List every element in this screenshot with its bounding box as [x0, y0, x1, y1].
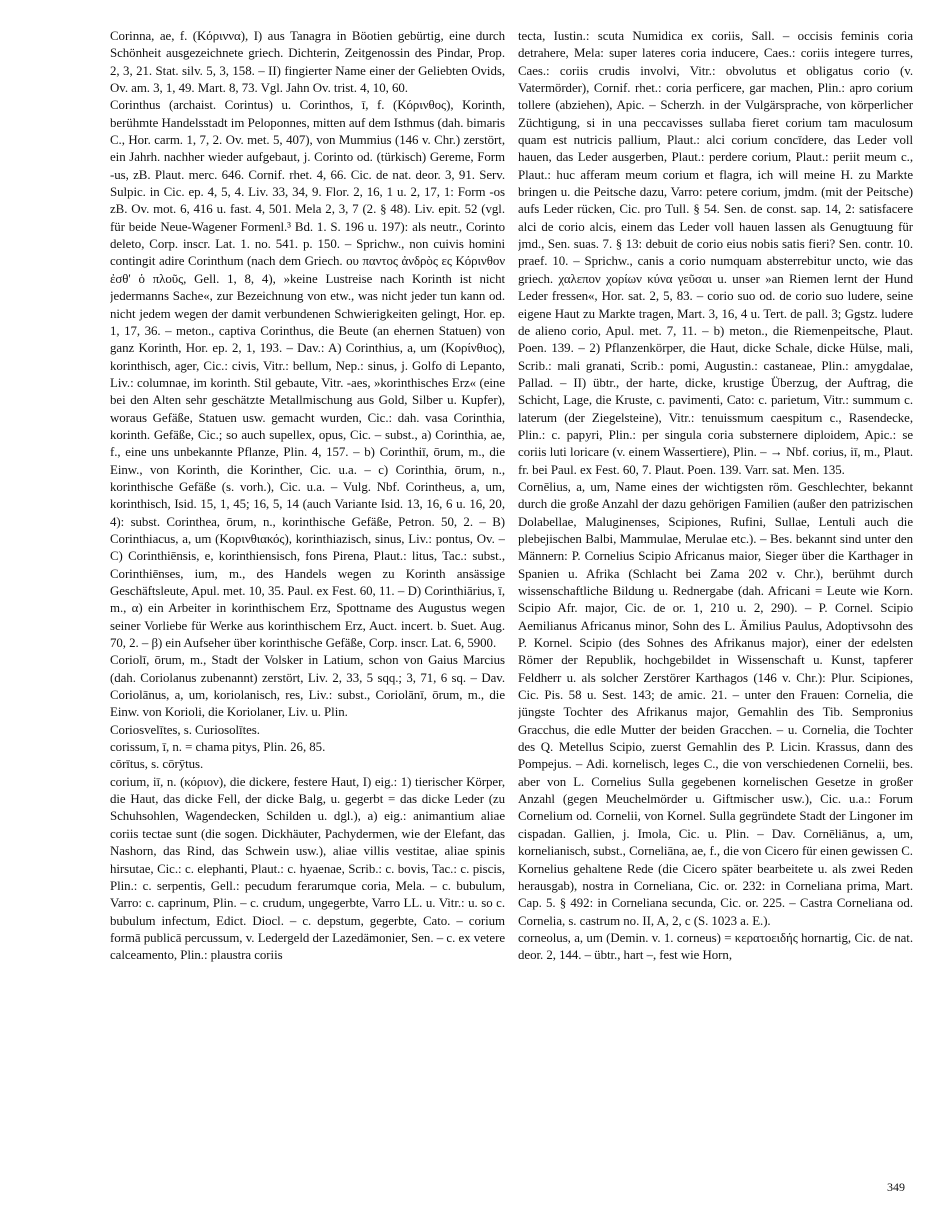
- entry-coriosvelites: Coriosvelītes, s. Curiosolītes.: [110, 722, 260, 737]
- entry-corioli: Coriolī, ōrum, m., Stadt der Volsker in Latium, schon von Gaius Marcius (dah. Coriolanus zubenannt) zerstört, Liv. 2, 33, 5 sqq.; 3, 71, 6 sq. – Dav. Coriolānus, a, um, koriolanisch, res, Liv.: subst., Coriolānī, ōrum, m., die Einw. von Korioli, die Koriolaner, Liv. u. Plin.: [110, 653, 505, 720]
- entry-coritus: cōrītus, s. cōrȳtus.: [110, 757, 204, 772]
- entry-cornelius: Cornēlius, a, um, Name eines der wichtigsten röm. Geschlechter, bekannt durch die große Anzahl der dazu gehörigen Familien (außer den patrizischen Dolabellae, Maluginenses, Scipiones, Rufini, Sullae, Lentuli auch die plebejischen Balbi, Mammulae, Merulae etc.). – Bes. bekannt sind unter den Männern: P. Cornelius Scipio Africanus maior, Sieger über die Karthager in Spanien u. Afrika (Schlacht bei Zama 202 v. Chr.), berühmt durch wissenschaftliche Bildung u. Rednergabe (dah. Africani = Leute wie Korn. Scipio Afr. major, Cic. de or. 1, 210 u. 2, 290). – P. Cornel. Scipio Aemilianus Africanus minor, Sohn des L. Ämilius Paulus, Adoptivsohn des P. Kornel. Scipio (des Sohnes des Afrikanus major), einer der edelsten Römer der Republik, hochgebildet in Wissenschaft u. Kunst, tapferer Feldherr u. als solcher Zerstörer Karthagos (146 v. Chr.): Plur. Scipiones, Cic. Pis. 58 u. Sest. 143; de amic. 21. – unter den Frauen: Cornelia, die jüngste Tochter des Afrikanus major, Gemahlin des Tib. Sempronius Gracchus, die edle Mutter der beiden Gracchen. – u. Cornelia, die Tochter des Q. Metellus Scipio, zuerst Gemahlin des P. Licin. Krassus, dann des Pompejus. – Adi. kornelisch, leges C., die von verschiedenen Cornelii, bes. aber von L. Cornelius Sulla gegebenen kornelischen Gesetze in großer Anzahl (gegen Meuchelmörder u. Giftmischer usw.), Cic. u.a.: Forum Cornelium od. Cornelii, von Kornel. Sulla gegründete Stadt der Lingoner im cispadan. Gallien, j. Imola, Cic. u. Plin. – Dav. Cornēliānus, a, um, kornelianisch, subst., Corneliāna, ae, f., die von Cicero für einen gewissen C. Kornelius gehaltene Rede (die Cicero später bearbeitete u. als zwei Reden herausgab), nostra in Corneliana, Cic. or. 232: in Corneliana prima, Mart. Cap. 5. § 492: in Corneliana secunda, Cic. or. 225. – Castra Corneliana od. Cornelia, s. castrum no. II, A, 2, c (S. 1023 a. E.).: [518, 479, 913, 928]
- entry-corium: corium, iī, n. (κόριον), die dickere, festere Haut, I) eig.: 1) tierischer Körper, die Haut, das dicke Fell, der dicke Balg, u. gegerbt = das dicke Leder (zu Schuhsohlen, Wagendecken, Schilden u. dgl.), a) eig.: animantium aliae coriis tectae sunt (die sogen. Dickhäuter, Pachydermen, wie der Elefant, das Nashorn, das Rind, das Schwein usw.), aliae villis vestitae, aliae spinis hirsutae, Cic.: c. elephanti, Plaut.: c. hyaenae, Scrib.: c. bovis, Tac.: c. piscis, Plin.: c. serpentis, Gell.: pecudum ferarumque coria, Mela. – c. bubulum, Varro: c. caprinum, Plin. – c. crudum, ungegerbte, Varro LL. u. Vitr.: u. so c. bubulum infectum, Edict. Diocl. – c. depstum, gegerbte, Cato. – corium formā publicā percussum, v. Ledergeld der Lazedämonier, Sen. – c. ex vetere calceamento, Plin.: plaustra coriis: [110, 774, 505, 963]
- page-number: 349: [887, 1180, 905, 1194]
- entry-corinna: Corinna, ae, f. (Κόριννα), I) aus Tanagra in Böotien gebürtig, eine durch Schönheit ausgezeichnete griech. Dichterin, Zeitgenossin des Pindar, Prop. 2, 3, 21. Stat. silv. 5, 3, 158. – II) fingierter Name einer der Geliebten Ovids, Ov. am. 3, 1, 49. Mart. 8, 73. Vgl. Jahn Ov. trist. 4, 10, 60.: [110, 29, 505, 96]
- entry-corissum: corissum, ī, n. = chama pitys, Plin. 26, 85.: [110, 740, 326, 755]
- entry-corium-continued: tecta, Iustin.: scuta Numidica ex coriis, Sall. – occisis feminis coria detrahere, Mela: super lateres coria inducere, Caes.: coriis integere turres, Caes.: coriis crudis involvi, Vitr.: obvolutus et obligatus corio (v. Vatermörder), Cornif. rhet.: coria perficere, gar machen, Plin.: apro corium tollere (abziehen), Apic. – Scherzh. in der Vulgärsprache, von körperlicher Züchtigung, si in una peccavisses sullaba fieret corium tam maculosum quam est nutricis pallium, Plaut.: alci corium concīdere, das Leder voll hauen, das Leder ausgerben, Plaut.: perdere corium, Plaut.: periit meum c., Plaut.: huc afferam meum corium et flagra, ich will meine H. zu Markte bringen u. die Peitsche dazu, Varro: petere corium, jmdm. (mit der Peitsche) aufs Leder rücken, Cic. pro Tull. § 54. Sen. de const. sap. 14, 2: satisfacere alci de corio alcis, einem das Leder voll hauen lassen als Genugtuung für jmd., Sen. suas. 7. § 13: debuit de corio eius nobis satis fieri? Sen. contr. 10. praef. 10. – Sprichw., canis a corio numquam absterrebitur uncto, wie das griech. χαλεπον χορίων κύνα γεῦσαι u. unser »an Riemen lernt der Hund Leder fressen«, Hor. sat. 2, 5, 83. – corio suo od. de corio suo ludere, seine eigene Haut zu Markte tragen, Mart. 3, 16, 4 u. Tert. de pall. 3; Ggstz. ludere de alieno corio, Apul. met. 7, 11. – b) meton., die Riemenpeitsche, Plaut. Poen. 139. – 2) Pflanzenkörper, die Haut, dicke Schale, dicke Hülse, mali, Scrib.: mali granati, Scrib.: pomi, Augustin.: castaneae, Plin.: amygdalae, Pallad. – II) übtr., der harte, dicke, krustige Überzug, der Auftrag, die Schicht, Lage, die Kruste, c. pavimenti, Cato: c. parietum, Vitr.: summum c. laterum (der Ziegelsteine), Vitr.: tenuissmum caespitum c., Rasendecke, Plin.: c. papyri, Plin.: per singula coria substernere diploidem, Apic.: se coriis luti loricare (v. einem Wassertiere), Plin. – → Nbf. corius, iī, m., Plaut. fr. bei Paul. ex Fest. 60, 7. Plaut. Poen. 139. Varr. sat. Men. 135.: [518, 29, 913, 477]
- dictionary-column-left: [110, 28, 505, 1168]
- dictionary-column-right: [518, 28, 913, 1168]
- entry-corinthus: Corinthus (archaist. Corintus) u. Corinthos, ī, f. (Κόρινθος), Korinth, berühmte Handelsstadt im Peloponnes, mitten auf dem Isthmus (dah. bimaris C., Hor. carm. 1, 7, 2. Ov. met. 5, 407), von Mummius (146 v. Chr.) zerstört, ein Jahrh. nachher wieder aufgebaut, j. Corinto od. (türkisch) Gereme, Form -us, zB. Plaut. merc. 646. Cornif. rhet. 4, 66. Cic. de nat. deor. 3, 91. Serv. Sulpic. in Cic. ep. 4, 5, 4. Liv. 33, 34, 9. Flor. 2, 16, 1 u. 2, 17, 1: Form -os zB. Ov. mot. 6, 416 u. fast. 4, 501. Mela 2, 3, 7 (2. § 48). Liv. epit. 52 (vgl. für beide Neue-Wagener Formenl.³ Bd. 1. S. 196 u. 197): als neutr., Corinto deleto, Corp. inscr. Lat. 1. no. 541. p. 150. – Sprichw., non cuivis homini contingit adire Corinthum (nach dem Griech. ου παντος ἀνδρὸς ες Κόρινθον ἐσθ' ὁ πλοῦς, Gell. 1, 8, 4), »keine Lustreise nach Korinth ist nicht jedermanns Sache«, zur Bezeichnung von etw., was nicht jeder tun kann od. nicht jedem wegen der damit verbundenen Schwierigkeiten gelingt, Hor. ep. 1, 17, 36. – meton., captiva Corinthus, die Beute (an ehernen Statuen) von ganz Korinth, Hor. ep. 2, 1, 193. – Dav.: A) Corinthius, a, um (Κορίνθιος), korinthisch, ager, Cic.: civis, Vitr.: bellum, Nep.: sinus, j. Golfo di Lepanto, Liv.: columnae, im korinth. Stil gebaute, Vitr. -aes, »korinthisches Erz« (eine bei den Alten sehr geschätzte Metallmischung aus Gold, Silber u. Kupfer), woraus Gefäße, Statuen usw. gemacht wurden, Cic.: dah. vasa Corinthia, korinth. Gefäße, Cic.; so auch supellex, opus, Cic. – subst., a) Corinthia, ae, f., eine uns unbekannte Pflanze, Plin. 4, 157. – b) Corinthiī, ōrum, m., die Einw., von Korinth, die Korinther, Cic. u.a. – c) Corinthia, ōrum, n., korinthische Gefäße (s. vorh.), Cic. u.a. – Vulg. Nbf. Corintheus, a, um, korinthisch, Isid. 15, 1, 45; 16, 5, 14 (auch Variante Isid. 13, 16, 6 u. 16, 20, 4): subst. Corinthea, ōrum, n., korinthische Gefäße, Petron. 50, 2. – B) Corinthiacus, a, um (Κορινθιακός), korinthiazisch, sinus, Liv.: pontus, Ov. – C) Corinthiēnsis, e, korinthiensisch, fons Pirena, Plaut.: litus, Tac.: subst., Corinthiēnses, ium, m., des Handels wegen zu Korinth ansässige Geschäftsleute, Apul. met. 10, 35. Paul. ex Fest. 60, 11. – D) Corinthiārius, ī, m., α) ein Arbeiter in korinthischem Erz, Spottname des Augustus wegen seiner Vorliebe für Werke aus korinthischem Erz, Auct. incert. b. Suet. Aug. 70, 2. – β) ein Aufseher über korinthische Gefäße, Corp. inscr. Lat. 6, 5900.: [110, 98, 505, 651]
- entry-corneolus: corneolus, a, um (Demin. v. 1. corneus) = κερατοειδής hornartig, Cic. de nat. deor. 2, 144. – übtr., hart –, fest wie Horn,: [518, 930, 913, 963]
